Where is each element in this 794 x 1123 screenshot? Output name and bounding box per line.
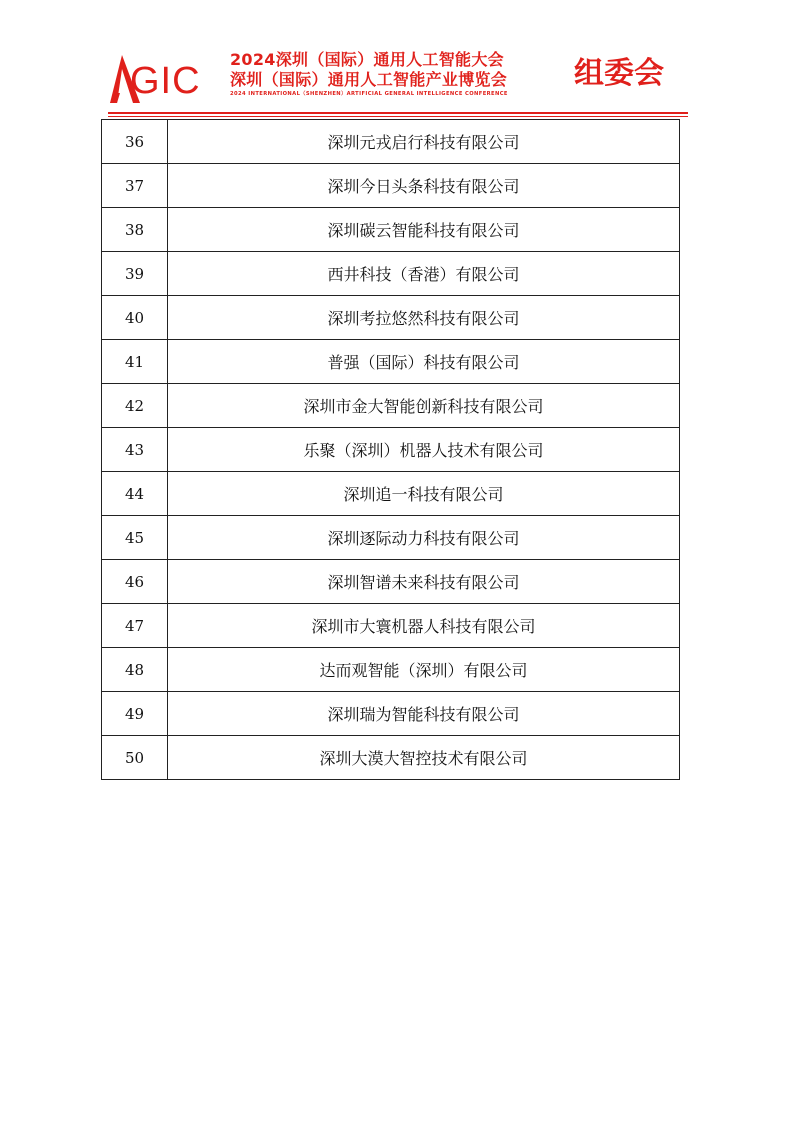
- row-number: 40: [102, 296, 168, 340]
- row-number: 50: [102, 736, 168, 780]
- table-row: [102, 516, 680, 560]
- committee-label: 组委会: [574, 56, 664, 91]
- table-row: [102, 736, 680, 780]
- company-name: 深圳元戎启行科技有限公司: [168, 120, 680, 164]
- company-name: 深圳智谱未来科技有限公司: [168, 560, 680, 604]
- table-row: [102, 560, 680, 604]
- table-row: [102, 296, 680, 340]
- row-number: 37: [102, 164, 168, 208]
- title-english: 2024 INTERNATIONAL（SHENZHEN）ARTIFICIAL GENERAL INTELLIGENCE CONFERENCE: [230, 91, 508, 97]
- table-row: [102, 428, 680, 472]
- row-number: 36: [102, 120, 168, 164]
- row-number: 39: [102, 252, 168, 296]
- row-number: 49: [102, 692, 168, 736]
- table-row: [102, 604, 680, 648]
- table-row: [102, 648, 680, 692]
- title-line-2: 深圳（国际）通用人工智能产业博览会: [230, 70, 508, 89]
- table-row: [102, 384, 680, 428]
- table-row: [102, 340, 680, 384]
- company-name: 达而观智能（深圳）有限公司: [168, 648, 680, 692]
- agic-logo-text: GIC: [130, 60, 201, 102]
- company-name: 深圳大漠大智控技术有限公司: [168, 736, 680, 780]
- row-number: 43: [102, 428, 168, 472]
- row-number: 42: [102, 384, 168, 428]
- company-name: 乐聚（深圳）机器人技术有限公司: [168, 428, 680, 472]
- table-row: [102, 164, 680, 208]
- page-header: [108, 50, 688, 110]
- row-number: 38: [102, 208, 168, 252]
- row-number: 45: [102, 516, 168, 560]
- company-name: 深圳今日头条科技有限公司: [168, 164, 680, 208]
- row-number: 41: [102, 340, 168, 384]
- company-name: 西井科技（香港）有限公司: [168, 252, 680, 296]
- table-row: [102, 252, 680, 296]
- company-name: 深圳逐际动力科技有限公司: [168, 516, 680, 560]
- header-divider: [108, 112, 688, 114]
- company-table: [101, 119, 680, 780]
- company-name: 深圳追一科技有限公司: [168, 472, 680, 516]
- row-number: 48: [102, 648, 168, 692]
- agic-logo: [108, 53, 220, 105]
- header-divider-thin: [108, 116, 688, 117]
- conference-title: [230, 50, 570, 98]
- company-name: 普强（国际）科技有限公司: [168, 340, 680, 384]
- company-name: 深圳市大寰机器人科技有限公司: [168, 604, 680, 648]
- company-name: 深圳碳云智能科技有限公司: [168, 208, 680, 252]
- table-row: [102, 208, 680, 252]
- company-name: 深圳考拉悠然科技有限公司: [168, 296, 680, 340]
- table-row: [102, 120, 680, 164]
- row-number: 44: [102, 472, 168, 516]
- company-name: 深圳市金大智能创新科技有限公司: [168, 384, 680, 428]
- table-row: [102, 472, 680, 516]
- row-number: 46: [102, 560, 168, 604]
- table-row: [102, 692, 680, 736]
- agic-logo-icon: [108, 53, 220, 105]
- row-number: 47: [102, 604, 168, 648]
- company-name: 深圳瑞为智能科技有限公司: [168, 692, 680, 736]
- title-line-1: 2024深圳（国际）通用人工智能大会: [230, 50, 504, 69]
